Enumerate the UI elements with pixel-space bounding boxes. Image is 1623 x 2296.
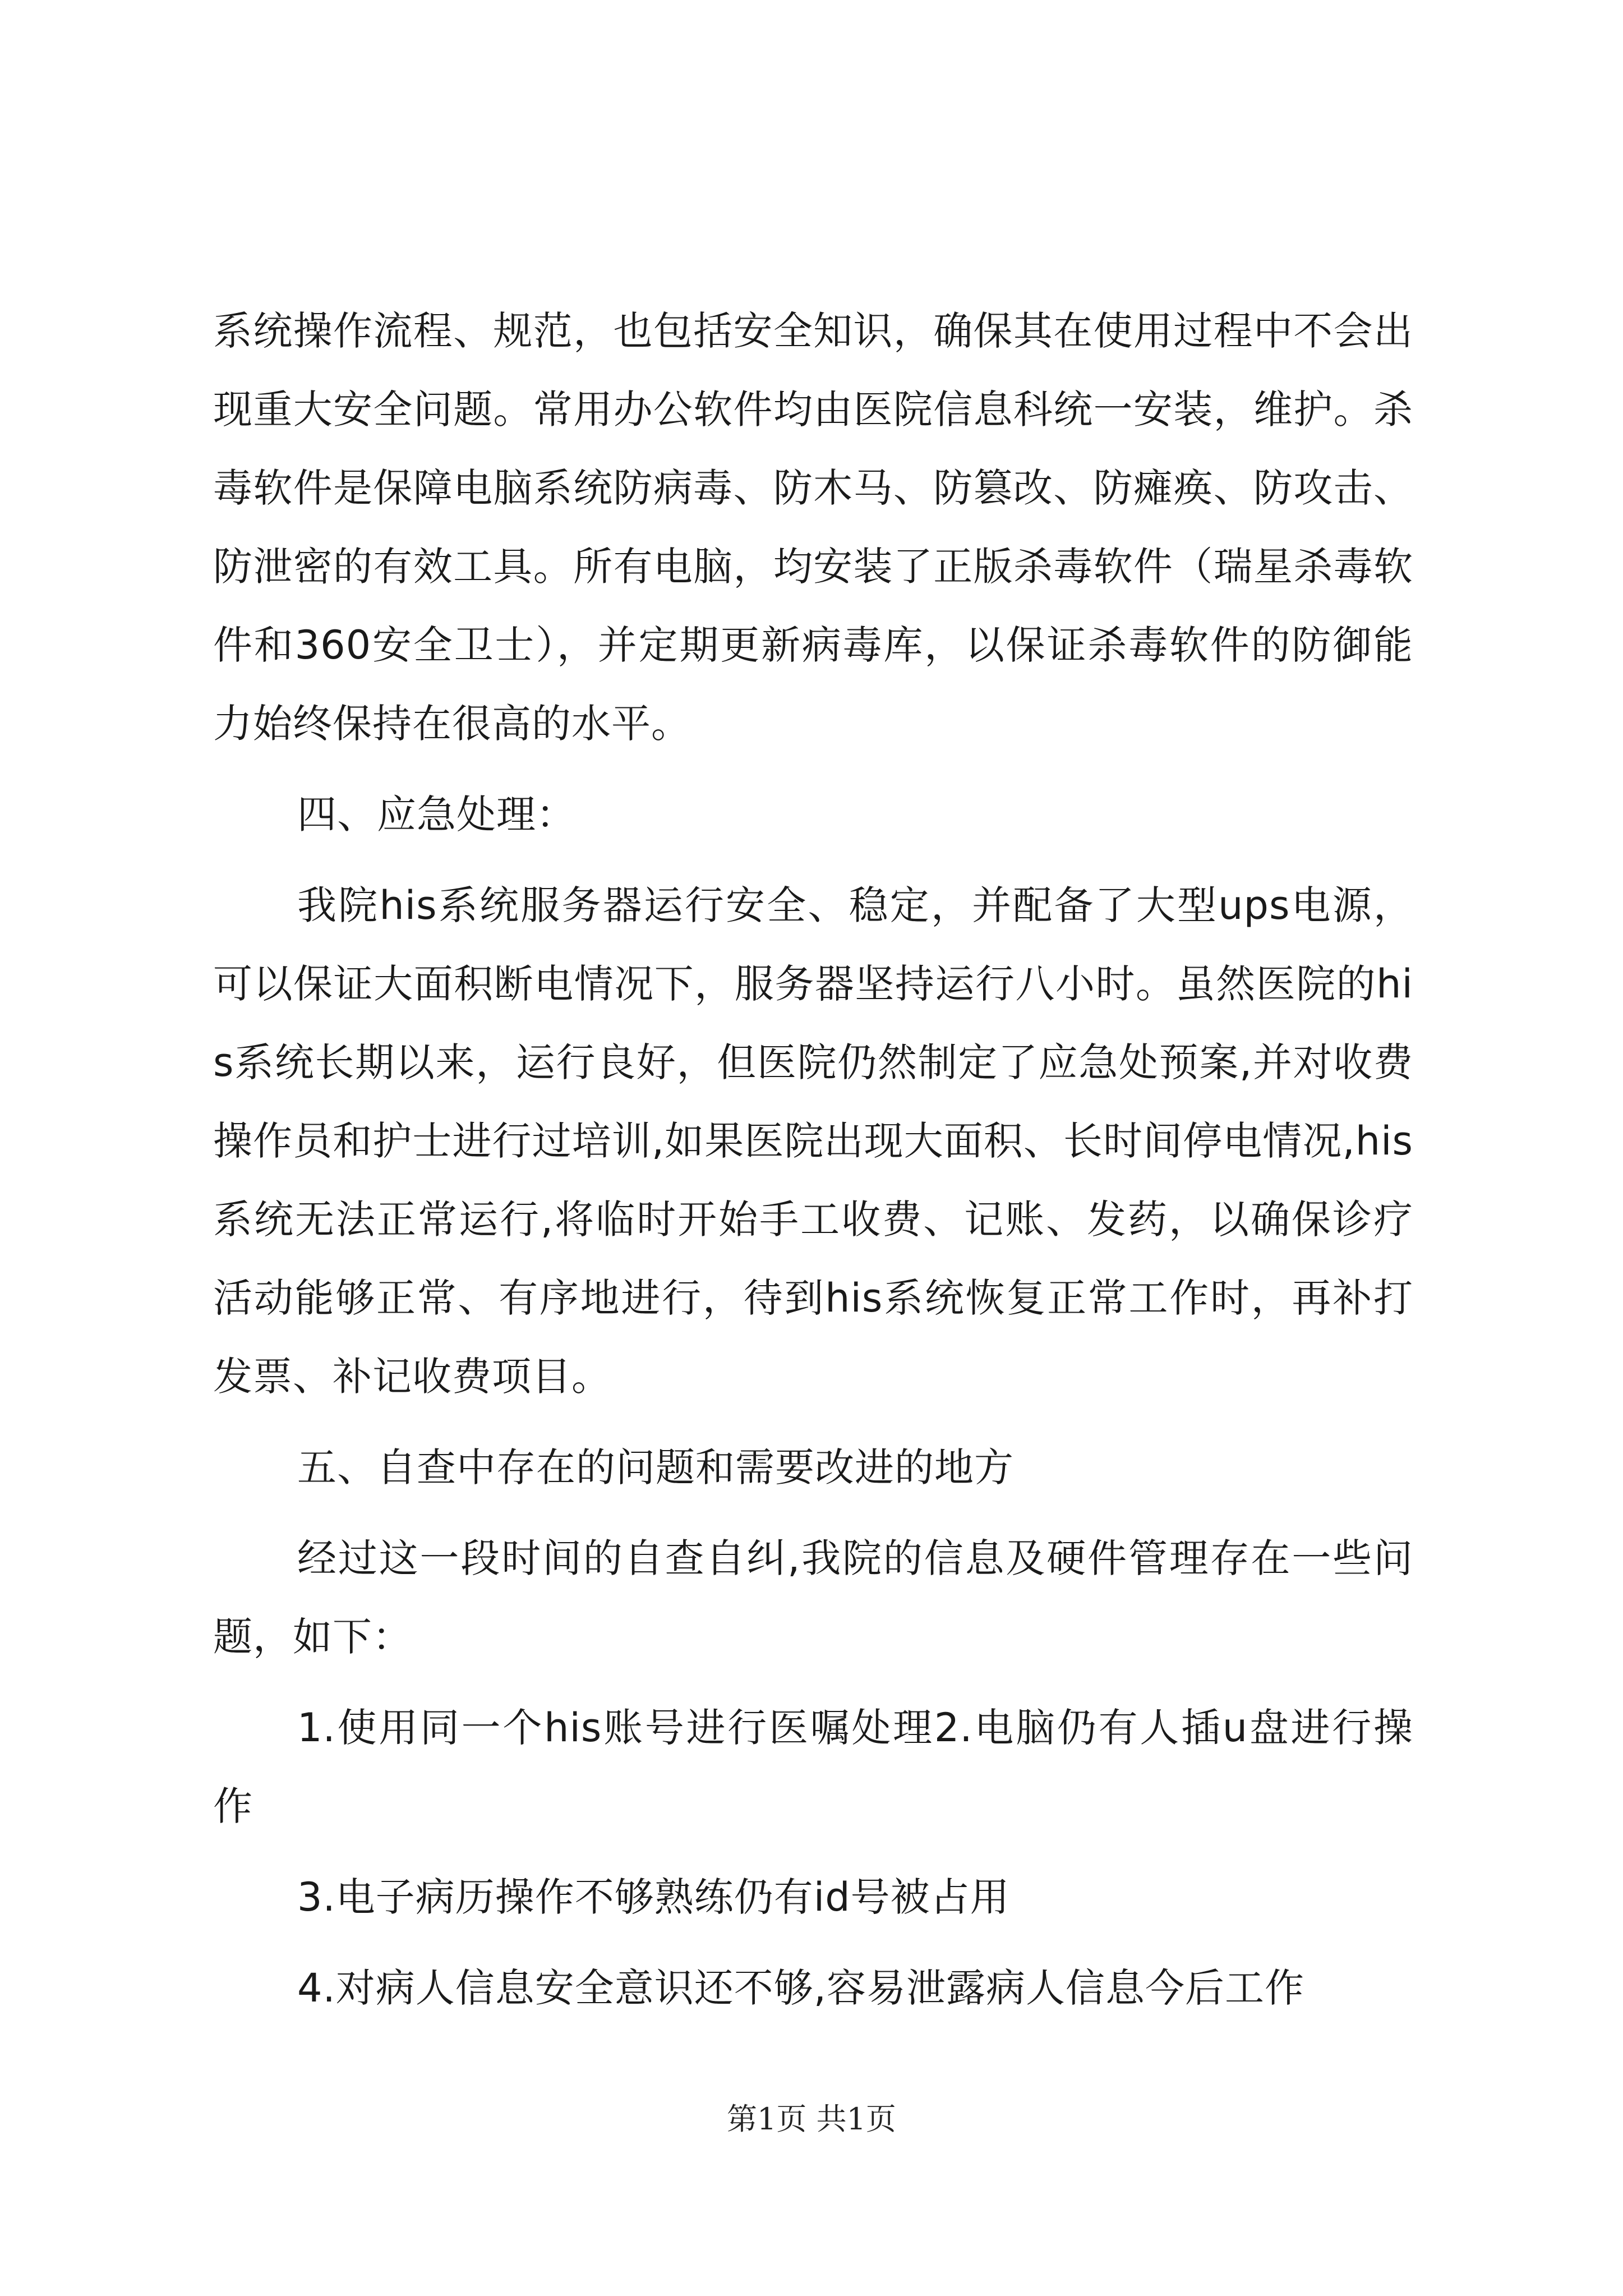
page-number-footer: 第1页 共1页 <box>727 2101 896 2137</box>
list-item-issue-4: 4.对病人信息安全意识还不够,容易泄露病人信息今后工作 <box>297 1965 1305 2011</box>
section-heading-issues: 五、自查中存在的问题和需要改进的地方 <box>297 1444 1014 1490</box>
document-body <box>213 292 1413 2027</box>
section-heading-emergency: 四、应急处理： <box>297 792 576 838</box>
paragraph-issues-intro: 经过这一段时间的自查自纠,我院的信息及硬件管理存在一些问题，如下： <box>213 1535 1413 1660</box>
paragraph-software-security: 系统操作流程、规范，也包括安全知识，确保其在使用过程中不会出现重大安全问题。常用办公软件均由医院信息科统一安装，维护。杀毒软件是保障电脑系统防病毒、防木马、防篡改、防瘫痪、防攻击、防泄密的有效工具。所有电脑，均安装了正版杀毒软件（瑞星杀毒软件和360安全卫士），并定期更新病毒库，以保证杀毒软件的防御能力始终保持在很高的水平。 <box>213 308 1413 747</box>
list-item-issue-1-2: 1.使用同一个his账号进行医嘱处理2.电脑仍有人插u盘进行操作 <box>213 1705 1413 1829</box>
list-item-issue-3: 3.电子病历操作不够熟练仍有id号被占用 <box>297 1874 1010 1920</box>
paragraph-emergency-handling: 我院his系统服务器运行安全、稳定，并配备了大型ups电源，可以保证大面积断电情况下，服务器坚持运行八小时。虽然医院的his系统长期以来，运行良好，但医院仍然制定了应急处预案,并对收费操作员和护士进行过培训,如果医院出现大面积、长时间停电情况,his系统无法正常运行,将临时开始手工收费、记账、发药，以确保诊疗活动能够正常、有序地进行，待到his系统恢复正常工作时，再补打发票、补记收费项目。 <box>213 882 1413 1400</box>
